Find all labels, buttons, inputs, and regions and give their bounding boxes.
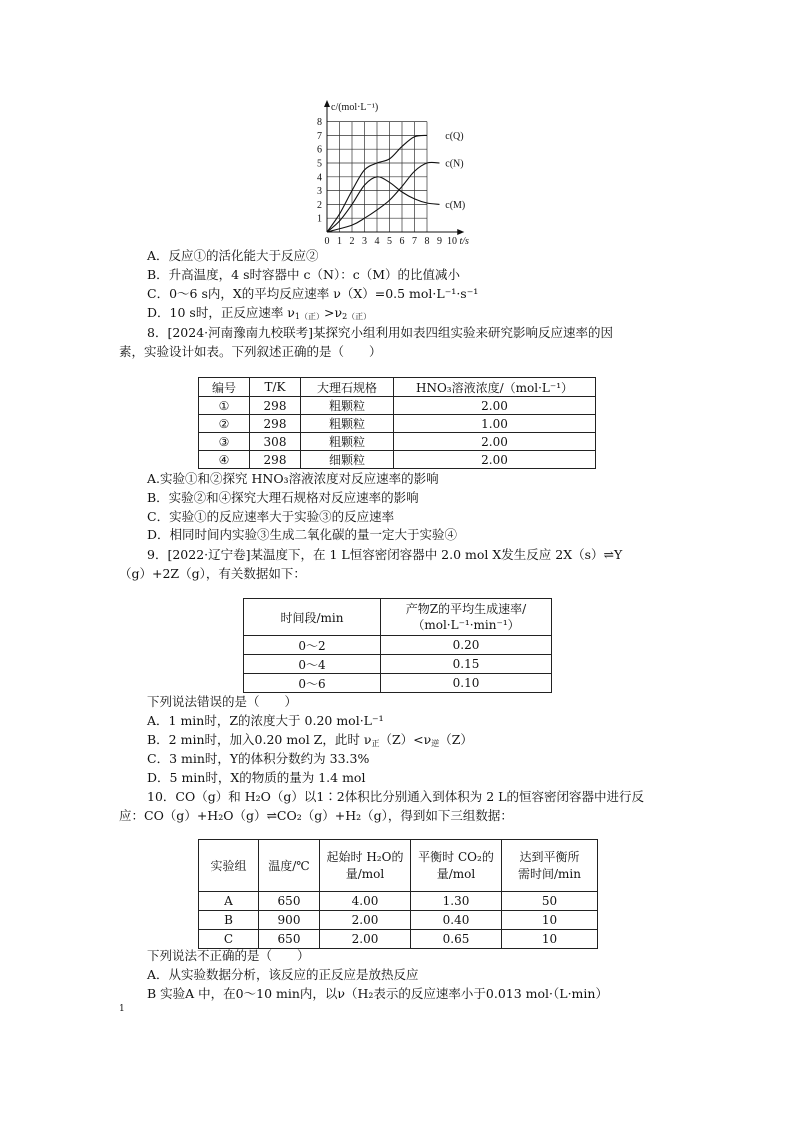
x-tick-label: 0 bbox=[324, 236, 330, 247]
table-row bbox=[199, 451, 596, 469]
q7-option-a: A．反应①的活化能大于反应② bbox=[147, 248, 319, 263]
x-tick-label: 8 bbox=[424, 236, 430, 247]
q10-option-a: A．从实验数据分析，该反应的正反应是放热反应 bbox=[147, 967, 419, 982]
q10-cell: 2.00 bbox=[320, 911, 411, 930]
q8-cell: 2.00 bbox=[394, 397, 596, 415]
q10-cell: A bbox=[199, 892, 259, 911]
q9-cell: 0～2 bbox=[244, 636, 381, 655]
x-tick-label: 9 bbox=[437, 236, 442, 247]
q8-option-c: C．实验①的反应速率大于实验③的反应速率 bbox=[147, 509, 395, 524]
y-tick-label: 5 bbox=[317, 158, 322, 170]
q9-b-sub1: 正 bbox=[371, 739, 380, 748]
q7-d-mid: >ν bbox=[323, 305, 343, 320]
q10-stem-line2: 应：CO（g）+H₂O（g）⇌CO₂（g）+H₂（g），得到如下三组数据： bbox=[119, 808, 513, 823]
q10-th-line: 量/mol bbox=[345, 866, 385, 881]
y-tick-label: 2 bbox=[317, 199, 322, 211]
q10-option-b: B 实验A 中，在0～10 min内，以ν（H₂表示的反应速率小于0.013 mol·（L·min） bbox=[147, 986, 608, 1001]
q8-cell: ② bbox=[199, 415, 250, 433]
q7-option-b: B．升高温度，4 s时容器中 c（N）：c（M）的比值减小 bbox=[147, 267, 460, 282]
y-axis-arrow bbox=[324, 100, 330, 107]
y-tick-label: 8 bbox=[317, 117, 322, 129]
q10-cell: 50 bbox=[502, 892, 598, 911]
q8-cell: 2.00 bbox=[394, 433, 596, 451]
q8-stem-line1: 8．[2024·河南豫南九校联考]某探究小组利用如表四组实验来研究影响反应速率的因 bbox=[147, 325, 613, 340]
q10-cell: 10 bbox=[502, 930, 598, 949]
q10-cell: 10 bbox=[502, 911, 598, 930]
q8-cell: 粗颗粒 bbox=[301, 433, 394, 451]
q10-cell: 4.00 bbox=[320, 892, 411, 911]
q9-b-sub2: 逆 bbox=[431, 739, 440, 748]
q8-cell: ① bbox=[199, 397, 250, 415]
q9-cell: 0～4 bbox=[244, 655, 381, 674]
q8-option-b: B．实验②和④探究大理石规格对反应速率的影响 bbox=[147, 490, 419, 505]
q9-cell: 0.10 bbox=[381, 674, 552, 693]
q10-th-multiline bbox=[320, 840, 411, 892]
q10-cell: 900 bbox=[259, 911, 320, 930]
q10-table-header bbox=[199, 840, 598, 892]
q8-cell: 1.00 bbox=[394, 415, 596, 433]
x-axis-label: t/s bbox=[459, 236, 469, 247]
q8-cell: ④ bbox=[199, 451, 250, 469]
q7-option-d bbox=[147, 304, 371, 326]
q10-table bbox=[198, 839, 598, 949]
q8-cell: 2.00 bbox=[394, 451, 596, 469]
q9-th: 时间段/min bbox=[244, 599, 381, 636]
q8-cell: 298 bbox=[250, 397, 301, 415]
q8-option-d: D．相同时间内实验③生成二氧化碳的量一定大于实验④ bbox=[147, 527, 458, 542]
legend-label: c(Q) bbox=[445, 130, 464, 142]
q9-stem-line2: （g）+2Z（g），有关数据如下： bbox=[119, 566, 306, 581]
q10-th-line: 量/mol bbox=[436, 866, 476, 881]
q9-b-mid: （Z）<ν bbox=[379, 732, 432, 747]
x-tick-label: 10 bbox=[447, 236, 457, 247]
q10-cell: 650 bbox=[259, 930, 320, 949]
table-row bbox=[244, 655, 552, 674]
q8-cell: ③ bbox=[199, 433, 250, 451]
q9-cell: 0.20 bbox=[381, 636, 552, 655]
q8-th: T/K bbox=[250, 378, 301, 397]
q9-option-c: C．3 min时，Y的体积分数约为 33.3% bbox=[147, 751, 370, 766]
q8-cell: 298 bbox=[250, 451, 301, 469]
q8-cell: 308 bbox=[250, 433, 301, 451]
q10-cell: 0.40 bbox=[411, 911, 502, 930]
x-tick-label: 7 bbox=[412, 236, 417, 247]
q10-cell: C bbox=[199, 930, 259, 949]
q9-th-line: （mol·L⁻¹·min⁻¹） bbox=[412, 618, 520, 632]
q10-cell: B bbox=[199, 911, 259, 930]
x-tick-label: 1 bbox=[337, 236, 342, 247]
q8-cell: 粗颗粒 bbox=[301, 397, 394, 415]
q10-cell: 1.30 bbox=[411, 892, 502, 911]
y-axis-label: c/(mol·L⁻¹) bbox=[331, 102, 379, 113]
concentration-time-chart bbox=[300, 96, 520, 248]
y-tick-label: 6 bbox=[317, 144, 322, 156]
q7-d-text: D．10 s时，正反应速率 ν bbox=[147, 305, 295, 320]
chart-series bbox=[327, 135, 440, 232]
y-tick-label: 1 bbox=[317, 213, 322, 225]
table-row bbox=[244, 636, 552, 655]
q9-option-d: D．5 min时，X的物质的量为 1.4 mol bbox=[147, 770, 366, 785]
q9-table-header bbox=[244, 599, 552, 636]
q10-th: 实验组 bbox=[199, 840, 259, 892]
table-row bbox=[199, 397, 596, 415]
q9-option-a: A．1 min时，Z的浓度大于 0.20 mol·L⁻¹ bbox=[147, 713, 384, 728]
q10-th-line: 达到平衡所 bbox=[519, 849, 580, 864]
q8-option-a: A.实验①和②探究 HNO₃溶液浓度对反应速率的影响 bbox=[147, 471, 439, 486]
q9-table bbox=[243, 598, 552, 693]
q10-ask: 下列说法不正确的是（ ） bbox=[147, 948, 310, 963]
q8-stem-line2: 素，实验设计如表。下列叙述正确的是（ ） bbox=[119, 344, 382, 359]
series-line-cn bbox=[327, 162, 440, 232]
q8-cell: 细颗粒 bbox=[301, 451, 394, 469]
table-row bbox=[199, 892, 598, 911]
x-tick-label: 6 bbox=[399, 236, 405, 247]
table-row bbox=[199, 911, 598, 930]
q9-cell: 0～6 bbox=[244, 674, 381, 693]
q10-th-line: 起始时 H₂O的 bbox=[326, 849, 404, 864]
q7-d-sub2: 2（正） bbox=[342, 312, 372, 321]
y-tick-label: 4 bbox=[317, 172, 322, 184]
legend-label: c(M) bbox=[445, 199, 466, 211]
q10-cell: 650 bbox=[259, 892, 320, 911]
q7-option-c: C．0～6 s内，X的平均反应速率 ν（X）=0.5 mol·L⁻¹·s⁻¹ bbox=[147, 286, 479, 301]
table-row bbox=[199, 930, 598, 949]
q9-b-end: （Z） bbox=[439, 732, 473, 747]
q8-cell: 粗颗粒 bbox=[301, 415, 394, 433]
q10-th-multiline bbox=[502, 840, 598, 892]
q8-th: 大理石规格 bbox=[301, 378, 394, 397]
q9-th-line: 产物Z的平均生成速率/ bbox=[405, 602, 527, 616]
table-row bbox=[244, 674, 552, 693]
q9-b-text: B．2 min时，加入0.20 mol Z，此时 ν bbox=[147, 732, 372, 747]
q9-cell: 0.15 bbox=[381, 655, 552, 674]
q8-table bbox=[198, 377, 596, 469]
y-tick-label: 3 bbox=[317, 186, 322, 198]
q8-th: HNO₃溶液浓度/（mol·L⁻¹） bbox=[394, 378, 596, 397]
q9-ask: 下列说法错误的是（ ） bbox=[147, 694, 298, 709]
q10-th-line: 平衡时 CO₂的 bbox=[418, 849, 494, 864]
q10-cell: 2.00 bbox=[320, 930, 411, 949]
x-tick-label: 2 bbox=[349, 236, 355, 247]
x-tick-label: 4 bbox=[374, 236, 380, 247]
page-number: 1 bbox=[119, 1004, 125, 1014]
x-tick-label: 3 bbox=[362, 236, 367, 247]
x-tick-label: 5 bbox=[387, 236, 392, 247]
q9-th bbox=[381, 599, 552, 636]
q10-th: 温度/℃ bbox=[259, 840, 320, 892]
q9-stem-line1: 9．[2022·辽宁卷]某温度下，在 1 L恒容密闭容器中 2.0 mol X发生反应 2X（s）⇌Y bbox=[147, 547, 623, 562]
q8-th: 编号 bbox=[199, 378, 250, 397]
q10-stem-line1: 10．CO（g）和 H₂O（g）以1∶2体积比分别通入到体积为 2 L的恒容密闭容器中进行反 bbox=[147, 789, 644, 804]
table-row bbox=[199, 415, 596, 433]
table-row bbox=[199, 433, 596, 451]
q8-table-header bbox=[199, 378, 596, 397]
q10-cell: 0.65 bbox=[411, 930, 502, 949]
q7-d-sub1: 1（正） bbox=[294, 312, 324, 321]
q8-cell: 298 bbox=[250, 415, 301, 433]
y-tick-label: 7 bbox=[317, 130, 322, 142]
x-axis-arrow bbox=[457, 229, 464, 235]
q10-th-multiline bbox=[411, 840, 502, 892]
legend-label: c(N) bbox=[445, 158, 464, 170]
q10-th-line: 需时间/min bbox=[518, 866, 581, 881]
